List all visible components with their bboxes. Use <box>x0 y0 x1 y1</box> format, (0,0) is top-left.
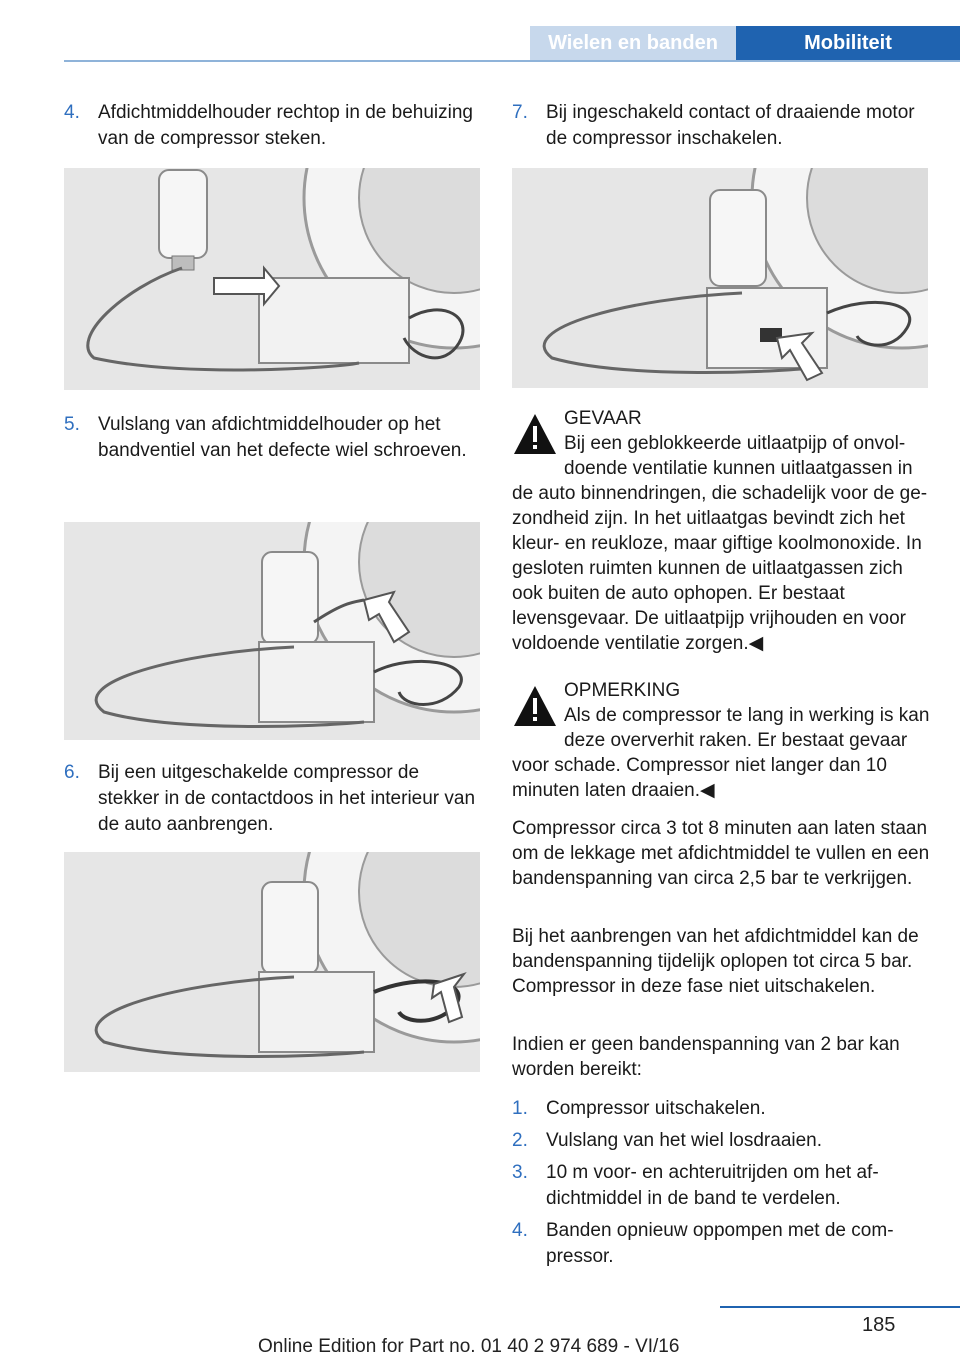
step-text: 10 m voor- en achteruitrijden om het afdichtmiddel in de band te verdelen. <box>546 1162 879 1209</box>
warning-note <box>512 678 930 816</box>
step-number: 4. <box>512 1220 528 1241</box>
step-text: Vulslang van het wiel losdraaien. <box>546 1130 823 1151</box>
footer-rule <box>720 1306 960 1308</box>
step-text: Bij ingeschakeld contact of draaiende motor de compressor inschakelen. <box>546 102 915 149</box>
figure-screw-hose-on-valve <box>64 522 480 740</box>
edition-note: Online Edition for Part no. 01 40 2 974 689 - VI/16 <box>258 1336 680 1357</box>
paragraph: Compressor circa 3 tot 8 minuten aan laten staan om de lekkage met afdichtmiddel te vullen en een bandenspanning van circa 2,5 bar te verkrijgen. <box>512 818 930 889</box>
compressor-illustration <box>64 852 480 1072</box>
warning-danger <box>512 406 930 678</box>
header-rule <box>64 60 960 62</box>
step-number: 1. <box>512 1098 528 1119</box>
compressor-illustration <box>512 168 928 388</box>
step-text: Bij een uitgeschakelde compressor de stekker in de contactdoos in het interieur van de auto aanbrengen. <box>98 762 476 835</box>
step-text: Compressor uitschakelen. <box>546 1098 766 1119</box>
warning-text: Als de compressor te lang in werking is kan deze oververhit raken. Er bestaat gevaar voor schade. Compressor niet langer dan 10 minuten laten draaien.◀ <box>512 705 930 801</box>
final-step-3 <box>512 1160 930 1218</box>
step-text: Banden opnieuw oppompen met de compressor. <box>546 1220 894 1267</box>
compressor-illustration <box>64 522 480 740</box>
final-step-2 <box>512 1128 930 1160</box>
step-6 <box>64 760 482 852</box>
warning-label: GEVAAR <box>564 408 642 429</box>
figure-switch-on-compressor <box>512 168 928 388</box>
step-number: 3. <box>512 1162 528 1183</box>
paragraph: Bij het aanbrengen van het afdichtmiddel kan de bandenspanning tijdelijk oplopen tot circa 5 bar. Compressor in deze fase niet uitschakelen. <box>512 926 919 997</box>
final-step-4 <box>512 1218 930 1270</box>
step-text: Vulslang van afdichtmiddelhouder op het bandventiel van het defecte wiel schroeven. <box>98 414 467 461</box>
step-7 <box>512 100 930 168</box>
step-number: 6. <box>64 762 80 783</box>
step-number: 2. <box>512 1130 528 1151</box>
header-section-title: Wielen en banden <box>530 26 736 60</box>
warning-text: Bij een geblokkeerde uitlaatpijp of onvoldoende ventilatie kunnen uitlaatgassen in de auto binnendringen, die schadelijk voor de gezondheid zijn. In het uitlaatgas bevindt zich het kleur- en reukloze, maar giftige koolmonoxide. In gesloten ruimten kunnen de uitlaatgassen zich ook buiten de auto ophopen. Er bestaat levensgevaar. De uitlaatpijp vrijhouden en voor voldoende ventilatie zorgen.◀ <box>512 433 928 654</box>
step-5 <box>64 412 482 522</box>
final-step-1 <box>512 1096 930 1128</box>
left-column <box>64 100 482 1072</box>
step-text: Afdichtmiddelhouder rechtop in de behuizing van de compressor steken. <box>98 102 473 149</box>
right-column <box>512 100 930 1270</box>
warning-triangle-icon <box>512 412 558 456</box>
step-number: 5. <box>64 414 80 435</box>
warning-triangle-icon <box>512 684 558 728</box>
figure-insert-sealant-bottle <box>64 168 480 390</box>
step-number: 7. <box>512 102 528 123</box>
step-number: 4. <box>64 102 80 123</box>
compressor-illustration <box>64 168 480 390</box>
header-chapter-title: Mobiliteit <box>736 26 960 60</box>
step-4 <box>64 100 482 168</box>
warning-label: OPMERKING <box>564 680 681 701</box>
figure-plug-in-socket <box>64 852 480 1072</box>
paragraph: Indien er geen bandenspanning van 2 bar kan worden bereikt: <box>512 1034 900 1080</box>
page-number: 185 <box>862 1314 896 1336</box>
